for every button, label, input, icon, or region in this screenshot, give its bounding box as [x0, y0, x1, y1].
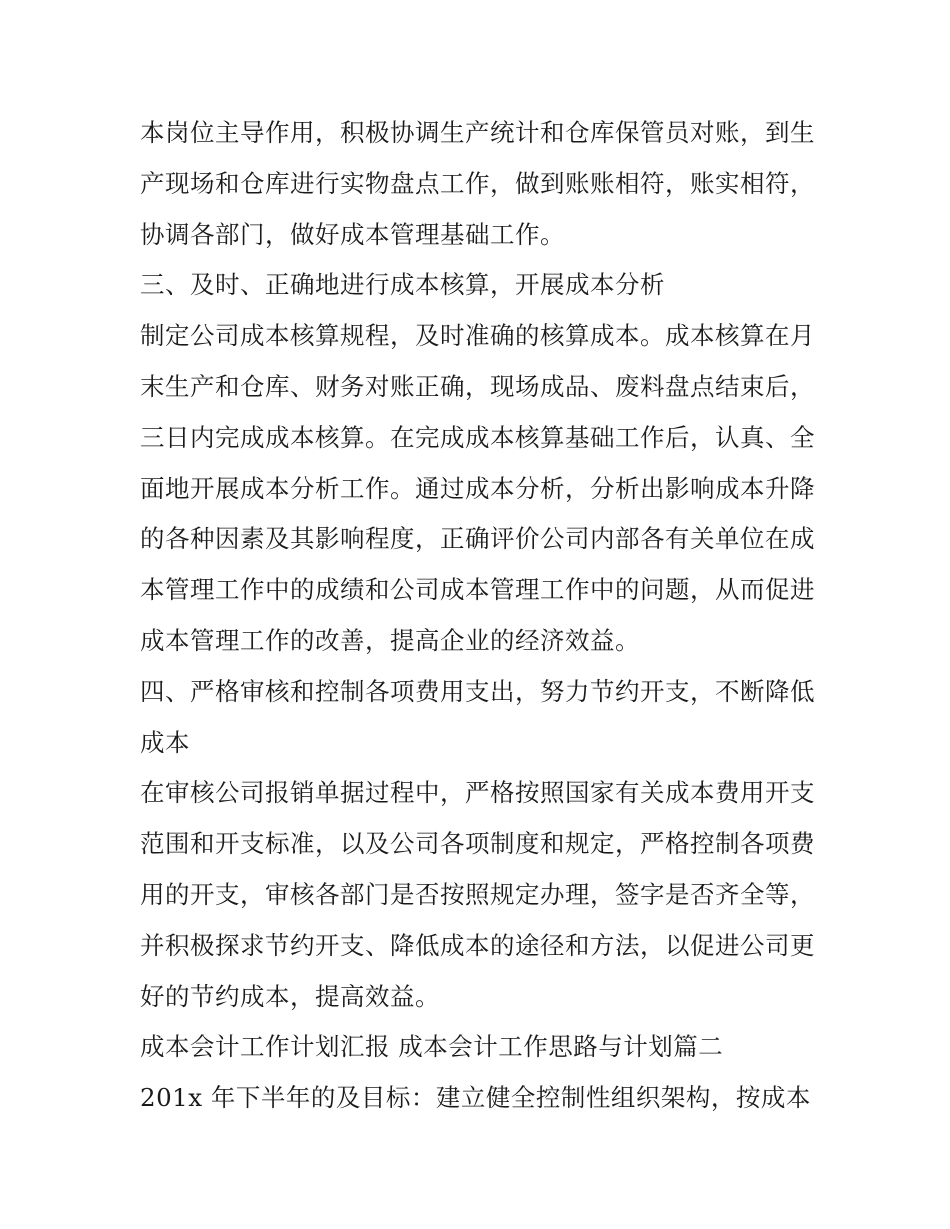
text-line: 本岗位主导作用，积极协调生产统计和仓库保管员对账，到生 — [140, 118, 815, 147]
section-heading: 四、严格审核和控制各项费用支出，努力节约开支，不断降低 — [140, 676, 815, 706]
text-line: 成本管理工作的改善，提高企业的经济效益。 — [140, 625, 640, 655]
text-line: 在审核公司报销单据过程中，严格按照国家有关成本费用开支 — [140, 778, 815, 808]
text-line: 好的节约成本，提高效益。 — [140, 981, 440, 1011]
document-body — [140, 108, 820, 1124]
text-line: 201x 年下半年的及目标：建立健全控制性组织架构，按成本 — [140, 1083, 811, 1113]
text-line: 的各种因素及其影响程度，正确评价公司内部各有关单位在成 — [140, 524, 815, 554]
text-line: 产现场和仓库进行实物盘点工作，做到账账相符，账实相符， — [140, 168, 815, 198]
text-line: 末生产和仓库、财务对账正确，现场成品、废料盘点结束后， — [140, 371, 815, 401]
text-line: 用的开支，审核各部门是否按照规定办理，签字是否齐全等， — [140, 879, 815, 909]
text-line: 本管理工作中的成绩和公司成本管理工作中的问题，从而促进 — [140, 575, 815, 605]
text-line: 范围和开支标准，以及公司各项制度和规定，严格控制各项费 — [140, 829, 815, 859]
text-line: 并积极探求节约开支、降低成本的途径和方法，以促进公司更 — [140, 930, 815, 960]
text-line: 面地开展成本分析工作。通过成本分析，分析出影响成本升降 — [140, 473, 815, 503]
article-title: 成本会计工作计划汇报 成本会计工作思路与计划篇二 — [140, 1032, 724, 1062]
section-heading: 三、及时、正确地进行成本核算，开展成本分析 — [140, 270, 665, 300]
text-line: 协调各部门，做好成本管理基础工作。 — [140, 219, 565, 249]
section-heading-continued: 成本 — [140, 727, 190, 757]
text-line: 三日内完成成本核算。在完成成本核算基础工作后，认真、全 — [140, 422, 815, 452]
text-line: 制定公司成本核算规程，及时准确的核算成本。成本核算在月 — [140, 321, 815, 351]
